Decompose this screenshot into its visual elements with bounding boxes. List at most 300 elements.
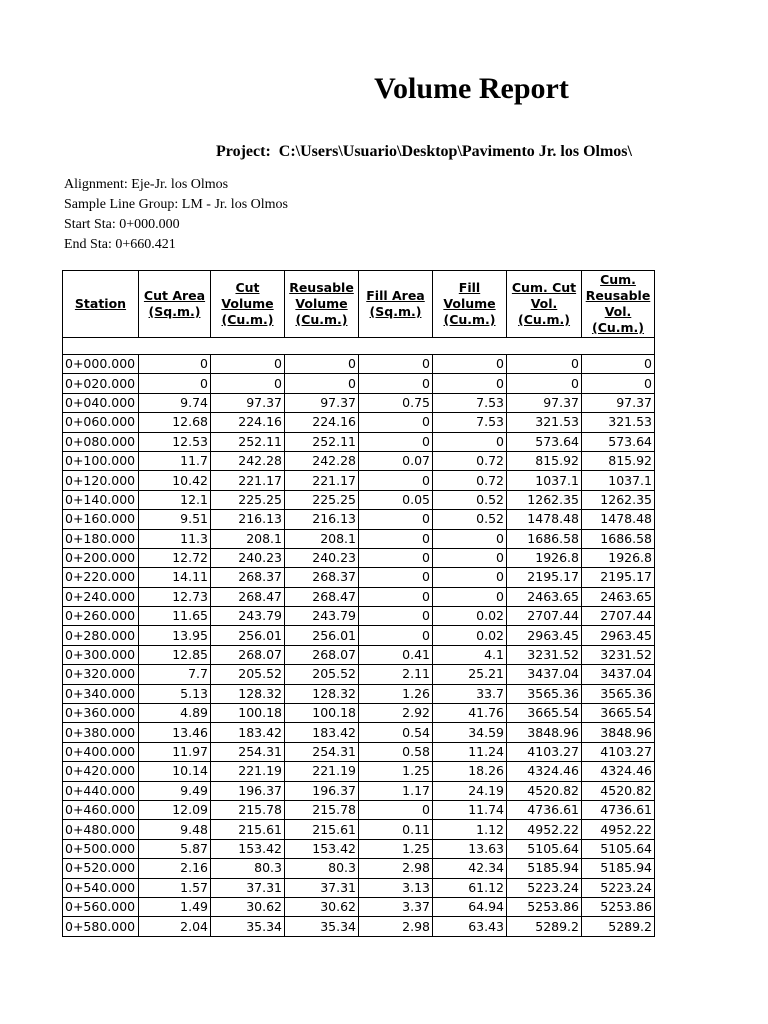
cell-station: 0+500.000 (63, 839, 139, 858)
table-row (63, 451, 655, 470)
cell-cum-reusable-vol: 4520.82 (582, 781, 655, 800)
cell-fill-volume: 11.24 (433, 742, 507, 761)
cell-station: 0+580.000 (63, 917, 139, 936)
cell-cum-cut-vol: 4952.22 (507, 820, 582, 839)
cell-cut-area: 13.46 (139, 723, 211, 742)
header-text: (Sq.m.) (148, 304, 201, 319)
cell-cum-cut-vol: 4324.46 (507, 762, 582, 781)
cell-fill-volume: 0 (433, 374, 507, 393)
cell-fill-volume: 0.72 (433, 451, 507, 470)
cell-fill-volume: 0.72 (433, 471, 507, 490)
cell-cum-reusable-vol: 1262.35 (582, 490, 655, 509)
cell-cum-reusable-vol: 3848.96 (582, 723, 655, 742)
cell-cut-area: 11.65 (139, 607, 211, 626)
cell-cut-area: 10.14 (139, 762, 211, 781)
cell-station: 0+120.000 (63, 471, 139, 490)
table-row (63, 762, 655, 781)
cell-cut-area: 12.1 (139, 490, 211, 509)
cell-cut-area: 9.51 (139, 510, 211, 529)
cell-fill-area: 0 (359, 510, 433, 529)
cell-cut-volume: 153.42 (211, 839, 285, 858)
cell-cum-reusable-vol: 5185.94 (582, 859, 655, 878)
cell-cut-volume: 240.23 (211, 548, 285, 567)
cell-fill-area: 0.11 (359, 820, 433, 839)
table-row (63, 704, 655, 723)
cell-fill-volume: 0.02 (433, 607, 507, 626)
cell-fill-volume: 42.34 (433, 859, 507, 878)
table-row (63, 897, 655, 916)
cell-cut-volume: 256.01 (211, 626, 285, 645)
cell-fill-volume: 0 (433, 529, 507, 548)
cell-cum-cut-vol: 3848.96 (507, 723, 582, 742)
cell-fill-volume: 7.53 (433, 413, 507, 432)
cell-cum-cut-vol: 3437.04 (507, 665, 582, 684)
cell-reusable-volume: 252.11 (285, 432, 359, 451)
table-row (63, 548, 655, 567)
header-text: (Sq.m.) (369, 304, 422, 319)
cell-fill-area: 0 (359, 626, 433, 645)
cell-cut-volume: 268.47 (211, 587, 285, 606)
table-row (63, 878, 655, 897)
header-text: Volume (295, 296, 348, 311)
cell-cum-cut-vol: 0 (507, 374, 582, 393)
cell-cum-reusable-vol: 2707.44 (582, 607, 655, 626)
cell-fill-area: 0 (359, 355, 433, 374)
cell-reusable-volume: 208.1 (285, 529, 359, 548)
cell-cut-volume: 30.62 (211, 897, 285, 916)
cell-station: 0+520.000 (63, 859, 139, 878)
table-row (63, 510, 655, 529)
cell-cut-volume: 0 (211, 374, 285, 393)
cell-cut-volume: 37.31 (211, 878, 285, 897)
cell-cum-cut-vol: 1926.8 (507, 548, 582, 567)
cell-fill-volume: 24.19 (433, 781, 507, 800)
cell-cum-reusable-vol: 5105.64 (582, 839, 655, 858)
table-row (63, 820, 655, 839)
cell-cut-area: 13.95 (139, 626, 211, 645)
header-text: Fill Area (366, 288, 425, 303)
cell-cum-cut-vol: 5223.24 (507, 878, 582, 897)
table-row (63, 781, 655, 800)
cell-station: 0+040.000 (63, 393, 139, 412)
cell-cum-reusable-vol: 3665.54 (582, 704, 655, 723)
cell-fill-area: 0 (359, 587, 433, 606)
table-row (63, 393, 655, 412)
cell-cum-cut-vol: 2195.17 (507, 568, 582, 587)
cell-cum-cut-vol: 3231.52 (507, 645, 582, 664)
cell-fill-volume: 18.26 (433, 762, 507, 781)
header-text: Vol. (604, 304, 632, 319)
cell-cum-reusable-vol: 0 (582, 355, 655, 374)
cell-cum-cut-vol: 4103.27 (507, 742, 582, 761)
cell-reusable-volume: 215.78 (285, 800, 359, 819)
cell-station: 0+300.000 (63, 645, 139, 664)
cell-cut-area: 9.49 (139, 781, 211, 800)
cell-cut-volume: 100.18 (211, 704, 285, 723)
cell-fill-volume: 0 (433, 587, 507, 606)
cell-cut-area: 12.72 (139, 548, 211, 567)
cell-cut-volume: 268.37 (211, 568, 285, 587)
cell-fill-area: 3.37 (359, 897, 433, 916)
table-body (63, 338, 655, 937)
cell-cum-reusable-vol: 321.53 (582, 413, 655, 432)
cell-cum-cut-vol: 97.37 (507, 393, 582, 412)
table-row (63, 471, 655, 490)
cell-cut-area: 0 (139, 374, 211, 393)
cell-cum-reusable-vol: 3565.36 (582, 684, 655, 703)
cell-reusable-volume: 268.47 (285, 587, 359, 606)
sample-line-group-line: Sample Line Group: LM - Jr. los Olmos (64, 197, 288, 212)
cell-station: 0+540.000 (63, 878, 139, 897)
table-row (63, 607, 655, 626)
cell-station: 0+060.000 (63, 413, 139, 432)
cell-reusable-volume: 268.07 (285, 645, 359, 664)
cell-fill-area: 0 (359, 548, 433, 567)
header-fill-area (359, 271, 433, 338)
cell-fill-area: 2.92 (359, 704, 433, 723)
project-path: C:\Users\Usuario\Desktop\Pavimento Jr. los Olmos\ (278, 143, 632, 160)
cell-reusable-volume: 0 (285, 374, 359, 393)
cell-cut-area: 11.3 (139, 529, 211, 548)
cell-cum-reusable-vol: 3437.04 (582, 665, 655, 684)
spacer-cell (63, 338, 655, 355)
cell-fill-area: 0 (359, 432, 433, 451)
cell-cut-volume: 183.42 (211, 723, 285, 742)
cell-station: 0+000.000 (63, 355, 139, 374)
cell-cum-cut-vol: 573.64 (507, 432, 582, 451)
table-row (63, 374, 655, 393)
table-row (63, 839, 655, 858)
cell-cut-area: 5.13 (139, 684, 211, 703)
cell-reusable-volume: 225.25 (285, 490, 359, 509)
table-header-row (63, 271, 655, 338)
cell-cum-reusable-vol: 1478.48 (582, 510, 655, 529)
table-row (63, 665, 655, 684)
cell-station: 0+200.000 (63, 548, 139, 567)
cell-reusable-volume: 196.37 (285, 781, 359, 800)
cell-fill-area: 0 (359, 471, 433, 490)
cell-cum-reusable-vol: 3231.52 (582, 645, 655, 664)
cell-station: 0+020.000 (63, 374, 139, 393)
cell-cut-volume: 128.32 (211, 684, 285, 703)
cell-cum-cut-vol: 0 (507, 355, 582, 374)
cell-reusable-volume: 254.31 (285, 742, 359, 761)
header-text: Reusable (289, 280, 354, 295)
table-row (63, 413, 655, 432)
cell-reusable-volume: 216.13 (285, 510, 359, 529)
header-text: Fill (458, 280, 481, 295)
table-row (63, 432, 655, 451)
cell-reusable-volume: 221.17 (285, 471, 359, 490)
cell-cum-reusable-vol: 815.92 (582, 451, 655, 470)
cell-station: 0+080.000 (63, 432, 139, 451)
cell-station: 0+440.000 (63, 781, 139, 800)
cell-fill-area: 1.17 (359, 781, 433, 800)
project-line (216, 143, 632, 161)
table-row (63, 355, 655, 374)
cell-station: 0+100.000 (63, 451, 139, 470)
report-metadata (64, 175, 288, 255)
cell-cut-area: 14.11 (139, 568, 211, 587)
cell-cut-volume: 97.37 (211, 393, 285, 412)
cell-fill-volume: 64.94 (433, 897, 507, 916)
cell-reusable-volume: 242.28 (285, 451, 359, 470)
cell-cut-area: 9.74 (139, 393, 211, 412)
cell-cum-reusable-vol: 97.37 (582, 393, 655, 412)
cell-cut-area: 12.68 (139, 413, 211, 432)
cell-fill-volume: 34.59 (433, 723, 507, 742)
cell-station: 0+280.000 (63, 626, 139, 645)
cell-fill-area: 2.98 (359, 859, 433, 878)
cell-cum-cut-vol: 2707.44 (507, 607, 582, 626)
cell-cut-volume: 225.25 (211, 490, 285, 509)
cell-cut-area: 7.7 (139, 665, 211, 684)
table-row (63, 800, 655, 819)
cell-cut-volume: 242.28 (211, 451, 285, 470)
cell-station: 0+340.000 (63, 684, 139, 703)
cell-fill-volume: 13.63 (433, 839, 507, 858)
cell-cum-reusable-vol: 1926.8 (582, 548, 655, 567)
table-spacer-row (63, 338, 655, 355)
cell-cut-area: 1.49 (139, 897, 211, 916)
report-title: Volume Report (374, 72, 569, 105)
cell-cut-volume: 216.13 (211, 510, 285, 529)
cell-cum-reusable-vol: 4952.22 (582, 820, 655, 839)
cell-reusable-volume: 128.32 (285, 684, 359, 703)
header-text: (Cu.m.) (443, 312, 496, 327)
cell-cut-volume: 215.61 (211, 820, 285, 839)
cell-fill-area: 2.11 (359, 665, 433, 684)
table-row (63, 645, 655, 664)
cell-fill-volume: 0.52 (433, 490, 507, 509)
cell-fill-volume: 4.1 (433, 645, 507, 664)
cell-cut-area: 12.85 (139, 645, 211, 664)
cell-fill-volume: 0 (433, 355, 507, 374)
alignment-line: Alignment: Eje-Jr. los Olmos (64, 177, 229, 192)
header-text: Volume (443, 296, 496, 311)
cell-cut-volume: 205.52 (211, 665, 285, 684)
header-station (63, 271, 139, 338)
cell-reusable-volume: 153.42 (285, 839, 359, 858)
cell-fill-volume: 61.12 (433, 878, 507, 897)
cell-reusable-volume: 97.37 (285, 393, 359, 412)
cell-reusable-volume: 0 (285, 355, 359, 374)
cell-reusable-volume: 205.52 (285, 665, 359, 684)
header-text: Station (74, 296, 127, 311)
cell-reusable-volume: 80.3 (285, 859, 359, 878)
cell-fill-volume: 0 (433, 548, 507, 567)
table-row (63, 587, 655, 606)
cell-fill-volume: 1.12 (433, 820, 507, 839)
cell-station: 0+420.000 (63, 762, 139, 781)
header-text: (Cu.m.) (517, 312, 571, 327)
cell-cum-cut-vol: 5289.2 (507, 917, 582, 936)
cell-station: 0+140.000 (63, 490, 139, 509)
cell-cum-reusable-vol: 5289.2 (582, 917, 655, 936)
cell-station: 0+560.000 (63, 897, 139, 916)
cell-cum-reusable-vol: 2195.17 (582, 568, 655, 587)
cell-fill-volume: 33.7 (433, 684, 507, 703)
cell-station: 0+380.000 (63, 723, 139, 742)
table-row (63, 490, 655, 509)
header-cum-cut-vol (507, 271, 582, 338)
cell-cut-area: 11.97 (139, 742, 211, 761)
cell-fill-area: 0 (359, 374, 433, 393)
cell-fill-area: 0 (359, 568, 433, 587)
cell-station: 0+180.000 (63, 529, 139, 548)
cell-fill-area: 0.54 (359, 723, 433, 742)
cell-cum-cut-vol: 5185.94 (507, 859, 582, 878)
cell-cum-cut-vol: 4520.82 (507, 781, 582, 800)
cell-fill-volume: 25.21 (433, 665, 507, 684)
cell-fill-area: 1.26 (359, 684, 433, 703)
cell-station: 0+260.000 (63, 607, 139, 626)
cell-cut-area: 2.04 (139, 917, 211, 936)
header-text: (Cu.m.) (591, 320, 645, 335)
header-text: Reusable (585, 288, 651, 303)
cell-cut-volume: 80.3 (211, 859, 285, 878)
table-row (63, 684, 655, 703)
cell-station: 0+400.000 (63, 742, 139, 761)
cell-cum-cut-vol: 1686.58 (507, 529, 582, 548)
cell-fill-area: 0.05 (359, 490, 433, 509)
header-text: Volume (221, 296, 274, 311)
cell-station: 0+220.000 (63, 568, 139, 587)
cell-fill-volume: 0 (433, 568, 507, 587)
cell-cut-area: 12.09 (139, 800, 211, 819)
header-text: Cum. Cut (511, 280, 577, 295)
cell-fill-area: 3.13 (359, 878, 433, 897)
cell-station: 0+160.000 (63, 510, 139, 529)
table-row (63, 529, 655, 548)
cell-cut-volume: 221.17 (211, 471, 285, 490)
cell-cum-cut-vol: 3665.54 (507, 704, 582, 723)
header-text: Vol. (530, 296, 558, 311)
cell-fill-area: 0 (359, 529, 433, 548)
cell-cum-cut-vol: 5105.64 (507, 839, 582, 858)
cell-cut-volume: 254.31 (211, 742, 285, 761)
header-text: Cut Area (143, 288, 206, 303)
cell-reusable-volume: 243.79 (285, 607, 359, 626)
cell-cum-cut-vol: 1262.35 (507, 490, 582, 509)
cell-reusable-volume: 268.37 (285, 568, 359, 587)
cell-cut-area: 0 (139, 355, 211, 374)
header-text: (Cu.m.) (295, 312, 348, 327)
cell-fill-volume: 41.76 (433, 704, 507, 723)
header-text: (Cu.m.) (221, 312, 274, 327)
table-row (63, 742, 655, 761)
cell-reusable-volume: 100.18 (285, 704, 359, 723)
cell-fill-volume: 11.74 (433, 800, 507, 819)
cell-reusable-volume: 256.01 (285, 626, 359, 645)
table-row (63, 917, 655, 936)
cell-fill-area: 0.75 (359, 393, 433, 412)
cell-fill-area: 0.41 (359, 645, 433, 664)
cell-cum-cut-vol: 321.53 (507, 413, 582, 432)
cell-fill-area: 0 (359, 607, 433, 626)
cell-cum-reusable-vol: 2463.65 (582, 587, 655, 606)
cell-fill-area: 0.58 (359, 742, 433, 761)
cell-fill-volume: 0 (433, 432, 507, 451)
cell-fill-volume: 63.43 (433, 917, 507, 936)
cell-cum-reusable-vol: 1686.58 (582, 529, 655, 548)
cell-fill-area: 1.25 (359, 839, 433, 858)
cell-cum-cut-vol: 5253.86 (507, 897, 582, 916)
cell-cum-reusable-vol: 573.64 (582, 432, 655, 451)
cell-cut-area: 12.53 (139, 432, 211, 451)
cell-reusable-volume: 35.34 (285, 917, 359, 936)
cell-cut-area: 11.7 (139, 451, 211, 470)
table-row (63, 723, 655, 742)
cell-cut-volume: 196.37 (211, 781, 285, 800)
cell-cut-volume: 215.78 (211, 800, 285, 819)
cell-fill-volume: 7.53 (433, 393, 507, 412)
cell-cut-area: 10.42 (139, 471, 211, 490)
header-cum-reusable-vol (582, 271, 655, 338)
cell-cum-cut-vol: 3565.36 (507, 684, 582, 703)
cell-cum-cut-vol: 1037.1 (507, 471, 582, 490)
cell-cut-volume: 224.16 (211, 413, 285, 432)
cell-cut-area: 2.16 (139, 859, 211, 878)
cell-reusable-volume: 183.42 (285, 723, 359, 742)
header-cut-area (139, 271, 211, 338)
cell-cut-volume: 268.07 (211, 645, 285, 664)
cell-cut-volume: 243.79 (211, 607, 285, 626)
cell-cut-volume: 252.11 (211, 432, 285, 451)
project-label: Project: (216, 143, 271, 160)
cell-cut-area: 12.73 (139, 587, 211, 606)
cell-cum-reusable-vol: 0 (582, 374, 655, 393)
header-fill-volume (433, 271, 507, 338)
cell-cum-reusable-vol: 4103.27 (582, 742, 655, 761)
header-cut-volume (211, 271, 285, 338)
cell-reusable-volume: 215.61 (285, 820, 359, 839)
cell-reusable-volume: 37.31 (285, 878, 359, 897)
cell-cut-area: 1.57 (139, 878, 211, 897)
cell-reusable-volume: 224.16 (285, 413, 359, 432)
cell-cum-reusable-vol: 2963.45 (582, 626, 655, 645)
cell-reusable-volume: 240.23 (285, 548, 359, 567)
cell-cut-volume: 35.34 (211, 917, 285, 936)
cell-cum-reusable-vol: 4736.61 (582, 800, 655, 819)
volume-table (62, 270, 655, 937)
cell-reusable-volume: 221.19 (285, 762, 359, 781)
header-reusable-volume (285, 271, 359, 338)
cell-fill-area: 0 (359, 413, 433, 432)
table-row (63, 859, 655, 878)
header-text: Cum. (600, 272, 636, 287)
table-row (63, 568, 655, 587)
cell-cut-volume: 208.1 (211, 529, 285, 548)
cell-cut-area: 4.89 (139, 704, 211, 723)
cell-station: 0+480.000 (63, 820, 139, 839)
cell-cum-cut-vol: 815.92 (507, 451, 582, 470)
cell-fill-volume: 0.52 (433, 510, 507, 529)
cell-station: 0+240.000 (63, 587, 139, 606)
cell-fill-area: 2.98 (359, 917, 433, 936)
cell-reusable-volume: 30.62 (285, 897, 359, 916)
cell-station: 0+460.000 (63, 800, 139, 819)
cell-cut-volume: 221.19 (211, 762, 285, 781)
cell-fill-volume: 0.02 (433, 626, 507, 645)
cell-station: 0+360.000 (63, 704, 139, 723)
cell-cut-volume: 0 (211, 355, 285, 374)
cell-cum-cut-vol: 2463.65 (507, 587, 582, 606)
cell-cum-reusable-vol: 5253.86 (582, 897, 655, 916)
cell-cum-reusable-vol: 4324.46 (582, 762, 655, 781)
cell-station: 0+320.000 (63, 665, 139, 684)
cell-cum-cut-vol: 1478.48 (507, 510, 582, 529)
